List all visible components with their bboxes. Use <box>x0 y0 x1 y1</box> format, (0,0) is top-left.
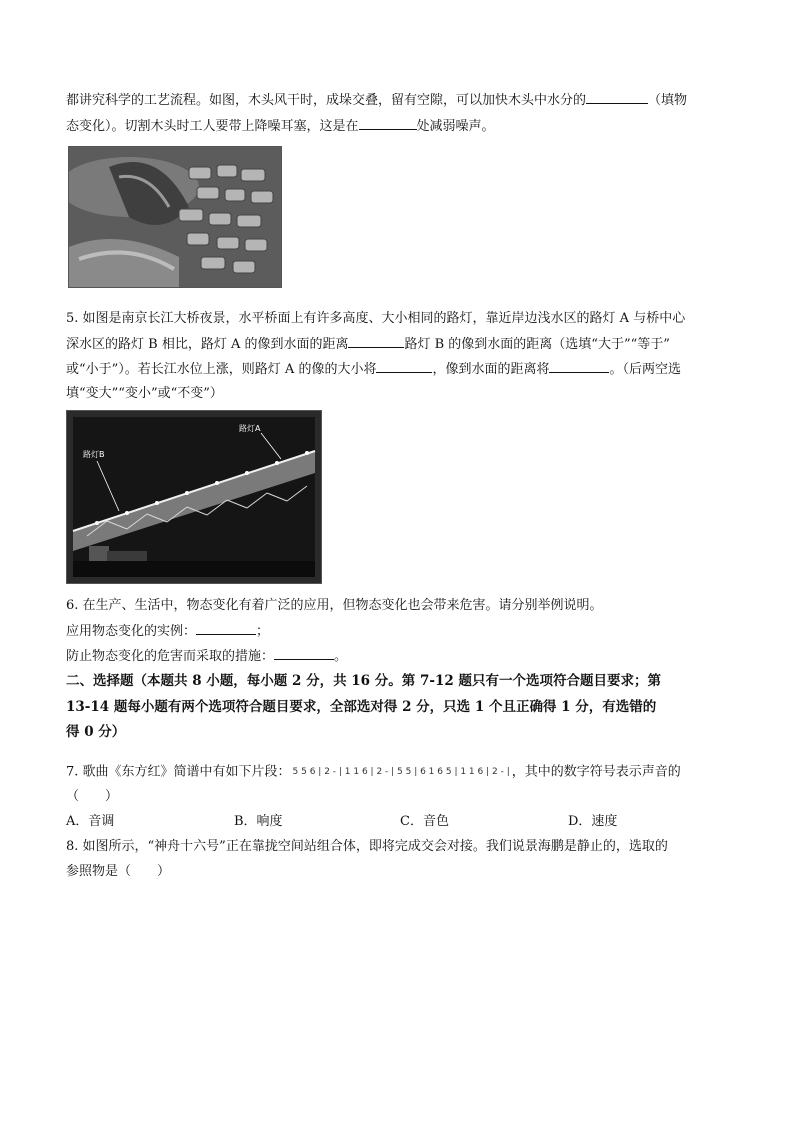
q7-line-1: 7. 歌曲《东方红》简谱中有如下片段： 5 5 6 | 2 - | 1 1 6 | 2 - | 5 5 | 6 1 6 5 | 1 1 6 | 2 - | ，其中的数字符号表示声音的 <box>66 762 732 783</box>
lamp-a-label: 路灯A <box>239 424 261 433</box>
bridge-illustration <box>67 411 321 583</box>
q7-option-d[interactable]: D．速度 <box>568 814 618 829</box>
lamp-b-label: 路灯B <box>83 450 105 459</box>
q5-line-2: 深水区的路灯 B 相比，路灯 A 的像到水面的距离 路灯 B 的像到水面的距离（选填“大于”“等于” <box>66 334 732 355</box>
section-2-heading-line-3: 得 0 分） <box>66 724 126 740</box>
q8-line-2: 参照物是（ ） <box>66 864 171 879</box>
q5-line-1: 5. 如图是南京长江大桥夜景，水平桥面上有许多高度、大小相同的路灯，靠近岸边浅水区的路灯 A 与桥中心 <box>66 311 686 326</box>
q7-option-a[interactable]: A．音调 <box>66 814 115 829</box>
q4-blank-1[interactable] <box>586 90 648 104</box>
q4-line-2: 态变化）。切割木头时工人要带上降噪耳塞，这是在 处减弱噪声。 <box>66 116 732 137</box>
q7-option-b[interactable]: B．响度 <box>234 814 283 829</box>
jianpu-score: 5 5 6 | 2 - | 1 1 6 | 2 - | 5 5 | 6 1 6 5 | 1 1 6 | 2 - | <box>292 767 510 777</box>
q5-line-4: 填“变大”“变小”或“不变”） <box>66 386 223 401</box>
section-2-heading-line-1: 二、选择题（本题共 8 小题，每小题 2 分，共 16 分。第 7-12 题只有一个选项符合题目要求；第 <box>66 673 661 689</box>
section-2-heading-line-2: 13-14 题每小题有两个选项符合题目要求，全部选对得 2 分，只选 1 个且正确得 1 分，有选错的 <box>66 699 657 715</box>
q6-line-2: 应用物态变化的实例： ； <box>66 621 732 642</box>
q5-blank-1[interactable] <box>348 334 404 348</box>
q6-line-3: 防止物态变化的危害而采取的措施： 。 <box>66 646 732 667</box>
q6-line-1: 6. 在生产、生活中，物态变化有着广泛的应用，但物态变化也会带来危害。请分别举例说明。 <box>66 598 603 613</box>
bridge-night-photo <box>66 410 322 584</box>
q7-option-c[interactable]: C．音色 <box>400 814 449 829</box>
q7-answer-paren: （ ） <box>66 789 119 804</box>
wood-stack-illustration <box>69 147 281 287</box>
q4-line-1: 都讲究科学的工艺流程。如图，木头风干时，成垛交叠，留有空隙，可以加快木头中水分的 （填物 <box>66 90 732 111</box>
q5-line-3: 或“小于”）。若长江水位上涨，则路灯 A 的像的大小将 ，像到水面的距离将 。（后两空选 <box>66 359 732 380</box>
q4-blank-2[interactable] <box>359 116 417 130</box>
q8-line-1: 8. 如图所示，“神舟十六号”正在靠拢空间站组合体，即将完成交会对接。我们说景海鹏是静止的，选取的 <box>66 839 668 854</box>
q5-blank-2[interactable] <box>376 359 432 373</box>
q6-blank-2[interactable] <box>274 646 334 660</box>
q6-blank-1[interactable] <box>196 621 256 635</box>
wood-stack-photo <box>68 146 282 288</box>
q5-blank-3[interactable] <box>549 359 609 373</box>
